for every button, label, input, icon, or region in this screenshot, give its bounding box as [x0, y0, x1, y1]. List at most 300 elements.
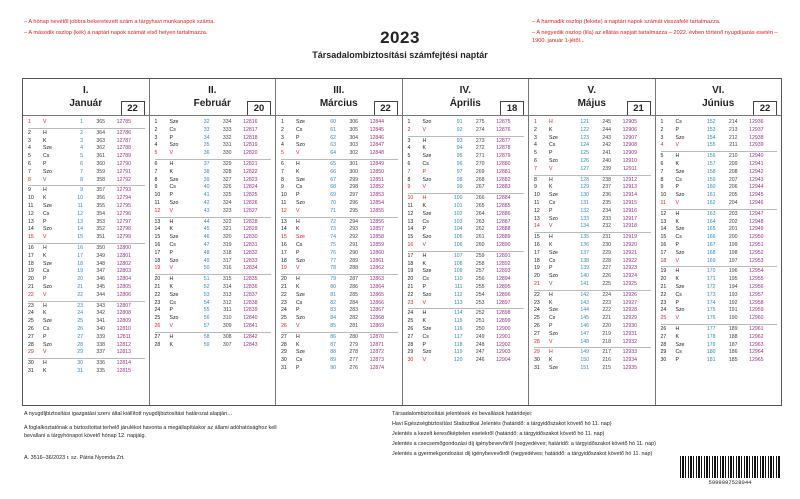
day-of-year: 173 — [706, 291, 716, 298]
day-row — [408, 203, 525, 211]
benefit-day-count: 12842 — [243, 333, 258, 340]
day-row — [155, 300, 272, 308]
day-row — [408, 276, 525, 284]
day-of-year: 160 — [706, 184, 716, 191]
weekday: Sze — [675, 226, 685, 233]
day-number: 24 — [281, 307, 287, 314]
day-row — [534, 315, 651, 323]
benefit-day-count: 12851 — [369, 176, 384, 183]
day-of-year: 121 — [580, 119, 589, 125]
weekday: Cs — [169, 184, 176, 191]
benefit-day-count: 12836 — [243, 283, 258, 290]
day-number: 2 — [534, 126, 537, 133]
day-number: 21 — [534, 280, 540, 287]
benefit-day-count: 12849 — [369, 160, 384, 167]
days-remaining: 311 — [223, 307, 232, 314]
weekday: V — [675, 199, 679, 206]
month-name: Május — [577, 98, 606, 109]
day-row — [281, 292, 398, 300]
weekday: P — [296, 192, 300, 199]
weekday: H — [169, 160, 174, 167]
day-number: 26 — [28, 325, 34, 332]
benefit-day-count: 12876 — [496, 126, 511, 133]
day-row — [281, 332, 398, 342]
benefit-day-count: 12821 — [243, 160, 258, 167]
weekday: Cs — [549, 199, 556, 206]
day-row — [28, 334, 145, 342]
day-number: 13 — [154, 218, 161, 225]
benefit-day-count: 12963 — [749, 341, 764, 348]
days-remaining: 234 — [602, 207, 611, 214]
day-of-year: 44 — [203, 218, 210, 225]
day-number: 15 — [154, 234, 161, 241]
days-remaining: 238 — [602, 176, 611, 183]
day-of-year: 77 — [330, 257, 336, 264]
days-remaining: 229 — [602, 249, 611, 256]
day-row — [28, 276, 145, 284]
note-left-1: – A hónap nevétől jobbra bekeretezett szám a tárgyhavi munkanapok száma. — [24, 19, 215, 25]
benefit-day-count: 12926 — [622, 291, 637, 298]
weekday: H — [296, 160, 300, 167]
weekday: Sze — [43, 145, 52, 152]
weekday: Cs — [422, 218, 429, 225]
day-number: 14 — [534, 223, 540, 230]
day-of-year: 83 — [330, 307, 336, 314]
day-row — [408, 349, 525, 357]
month-column — [529, 79, 656, 405]
day-of-year: 151 — [580, 364, 589, 371]
day-of-year: 20 — [77, 276, 83, 283]
days-remaining: 216 — [602, 357, 611, 364]
day-of-year: 169 — [706, 257, 716, 264]
month-column — [403, 79, 530, 405]
benefit-day-count: 12834 — [243, 265, 258, 272]
days-remaining: 323 — [222, 207, 232, 214]
day-of-year: 108 — [453, 260, 463, 267]
day-of-year: 90 — [330, 364, 336, 371]
days-remaining: 296 — [349, 199, 358, 206]
days-remaining: 199 — [728, 241, 738, 248]
weekday: Szo — [43, 283, 52, 290]
weekday: H — [43, 244, 47, 251]
days-remaining: 346 — [96, 276, 105, 283]
day-row — [28, 342, 145, 350]
day-of-year: 98 — [456, 176, 463, 183]
benefit-day-count: 12837 — [243, 291, 258, 298]
day-row — [155, 274, 272, 284]
day-number: 15 — [28, 234, 34, 241]
benefit-day-count: 12920 — [622, 241, 637, 248]
day-row — [661, 242, 778, 250]
day-of-year: 179 — [706, 341, 716, 348]
day-row — [661, 334, 778, 342]
day-row — [28, 261, 145, 269]
days-remaining: 215 — [602, 364, 611, 371]
day-list — [276, 116, 402, 373]
day-row — [28, 226, 145, 234]
benefit-day-count: 12919 — [622, 234, 637, 241]
days-remaining: 237 — [602, 184, 611, 191]
days-remaining: 233 — [602, 215, 611, 222]
day-of-year: 110 — [454, 276, 463, 283]
days-remaining: 213 — [728, 126, 738, 133]
benefit-day-count: 12804 — [116, 276, 131, 283]
weekday: V — [43, 176, 47, 183]
weekday: Szo — [675, 307, 685, 314]
month-header — [23, 79, 149, 116]
day-of-year: 114 — [454, 310, 463, 317]
benefit-day-count: 12816 — [243, 119, 258, 125]
weekday: Cs — [675, 291, 682, 298]
days-remaining: 364 — [96, 129, 105, 136]
weekday: K — [43, 367, 47, 374]
benefit-day-count: 12791 — [116, 168, 131, 175]
weekday: P — [296, 364, 300, 371]
benefit-day-count: 12800 — [116, 244, 131, 251]
day-number: 10 — [407, 195, 414, 202]
day-of-year: 8 — [80, 176, 83, 183]
weekday: Sze — [43, 202, 52, 209]
benefit-day-count: 12869 — [369, 322, 384, 329]
benefit-day-count: 12942 — [749, 168, 764, 175]
day-of-year: 89 — [330, 357, 336, 364]
days-remaining: 250 — [475, 325, 485, 332]
days-remaining: 350 — [96, 244, 105, 251]
days-remaining: 191 — [728, 307, 738, 314]
day-number: 8 — [281, 176, 284, 183]
weekday: Cs — [296, 126, 303, 133]
days-remaining: 249 — [475, 333, 485, 340]
benefit-day-count: 12811 — [116, 333, 131, 340]
days-remaining: 359 — [96, 168, 105, 175]
days-remaining: 265 — [475, 202, 485, 209]
day-number: 9 — [660, 184, 664, 191]
day-number: 11 — [28, 202, 34, 209]
day-row — [28, 119, 145, 127]
day-row — [408, 326, 525, 334]
day-number: 25 — [660, 315, 667, 322]
day-row — [28, 138, 145, 146]
day-row — [155, 184, 272, 192]
day-number: 24 — [534, 307, 540, 314]
benefit-day-count: 12904 — [496, 357, 511, 364]
benefit-day-count: 12802 — [116, 260, 131, 267]
day-of-year: 68 — [330, 184, 336, 191]
days-remaining: 223 — [602, 299, 611, 306]
day-number: 19 — [281, 265, 287, 272]
days-remaining: 262 — [475, 226, 485, 233]
day-row — [408, 136, 525, 146]
days-remaining: 284 — [349, 299, 358, 306]
days-remaining: 190 — [728, 315, 738, 322]
day-row — [281, 274, 398, 284]
benefit-day-count: 12883 — [496, 184, 511, 191]
day-of-year: 69 — [330, 192, 336, 199]
day-of-year: 17 — [77, 252, 83, 259]
day-of-year: 123 — [580, 134, 589, 141]
day-number: 13 — [281, 218, 287, 225]
day-of-year: 45 — [203, 226, 210, 233]
day-row — [661, 307, 778, 315]
days-remaining: 251 — [475, 318, 485, 325]
weekday: P — [675, 241, 679, 248]
days-remaining: 208 — [728, 168, 738, 175]
benefit-day-count: 12819 — [243, 142, 258, 149]
days-remaining: 307 — [222, 341, 232, 348]
days-remaining: 272 — [475, 145, 485, 152]
day-number: 17 — [28, 252, 34, 259]
day-of-year: 5 — [80, 153, 83, 160]
day-row — [534, 347, 651, 357]
day-of-year: 86 — [330, 333, 336, 340]
day-of-year: 57 — [203, 322, 210, 329]
day-number: 1 — [407, 119, 411, 125]
benefit-day-count: 12956 — [749, 283, 764, 290]
weekday: V — [296, 150, 300, 157]
day-of-year: 126 — [580, 157, 589, 164]
weekday: H — [422, 137, 427, 144]
day-of-year: 51 — [203, 276, 210, 283]
day-row — [661, 276, 778, 284]
day-of-year: 31 — [77, 367, 83, 374]
benefit-day-count: 12944 — [749, 184, 764, 191]
benefit-day-count: 12953 — [749, 257, 764, 264]
days-remaining: 286 — [349, 283, 358, 290]
day-number: 12 — [281, 207, 287, 214]
days-remaining: 231 — [602, 234, 611, 241]
day-number: 30 — [660, 357, 667, 364]
day-number: 8 — [407, 176, 411, 183]
month-name: Január — [69, 98, 103, 109]
day-number: 10 — [660, 192, 667, 199]
day-of-year: 73 — [330, 226, 336, 233]
day-row — [155, 226, 272, 234]
day-row — [155, 315, 272, 323]
workdays-count: 22 — [753, 101, 777, 115]
month-number: II. — [208, 85, 217, 96]
day-of-year: 29 — [77, 349, 83, 356]
benefit-day-count: 12787 — [116, 137, 131, 144]
footer-right-1: Társadalombiztosítási jelentések és bevallások határidejei: — [392, 411, 533, 417]
benefit-day-count: 12838 — [243, 299, 258, 306]
day-row — [661, 219, 778, 227]
day-number: 14 — [660, 226, 667, 233]
weekday: H — [169, 218, 174, 225]
day-list — [656, 116, 782, 365]
day-row — [408, 308, 525, 318]
day-number: 31 — [28, 367, 34, 374]
benefit-day-count: 12903 — [496, 349, 511, 356]
month-header — [403, 79, 529, 116]
days-remaining: 310 — [222, 315, 232, 322]
day-row — [28, 268, 145, 276]
benefit-day-count: 12916 — [622, 207, 637, 214]
benefit-day-count: 12826 — [243, 199, 258, 206]
day-number: 6 — [534, 157, 537, 164]
day-row — [155, 258, 272, 266]
weekday: P — [675, 357, 679, 364]
days-remaining: 266 — [475, 195, 485, 202]
workdays-count: 21 — [627, 101, 651, 115]
day-number: 12 — [660, 210, 667, 217]
day-row — [281, 323, 398, 331]
day-number: 16 — [28, 244, 34, 251]
days-remaining: 202 — [728, 218, 738, 225]
day-of-year: 101 — [453, 202, 463, 209]
days-remaining: 303 — [349, 142, 358, 149]
day-of-year: 106 — [453, 241, 463, 248]
day-of-year: 7 — [80, 168, 83, 175]
weekday: K — [549, 241, 553, 248]
day-of-year: 162 — [706, 199, 716, 206]
weekday: V — [422, 241, 426, 248]
days-remaining: 230 — [602, 241, 611, 248]
weekday: V — [43, 234, 47, 241]
day-row — [281, 250, 398, 258]
day-number: 4 — [281, 142, 284, 149]
days-remaining: 205 — [728, 192, 738, 199]
day-number: 16 — [407, 241, 414, 248]
benefit-day-count: 12896 — [496, 291, 511, 298]
weekday: P — [43, 276, 47, 283]
day-row — [28, 349, 145, 357]
weekday: K — [169, 341, 173, 348]
days-remaining: 363 — [96, 137, 105, 144]
days-remaining: 210 — [728, 153, 738, 160]
days-remaining: 275 — [475, 119, 485, 125]
benefit-day-count: 12941 — [749, 160, 764, 167]
day-row — [155, 119, 272, 127]
days-remaining: 192 — [728, 299, 738, 306]
weekday: V — [675, 142, 679, 149]
weekday: Szo — [43, 341, 52, 348]
weekday: P — [422, 226, 426, 233]
day-number: 19 — [534, 265, 540, 272]
day-number: 22 — [281, 291, 287, 298]
weekday: Cs — [43, 153, 50, 160]
weekday: Szo — [296, 199, 305, 206]
day-number: 4 — [154, 142, 158, 149]
day-of-year: 30 — [77, 360, 83, 367]
day-number: 7 — [28, 168, 31, 175]
day-row — [155, 135, 272, 143]
days-remaining: 316 — [222, 265, 232, 272]
day-of-year: 109 — [453, 268, 463, 275]
day-of-year: 170 — [706, 268, 716, 275]
benefit-day-count: 12792 — [116, 176, 131, 183]
day-row — [281, 315, 398, 323]
days-remaining: 338 — [96, 341, 105, 348]
day-row — [661, 151, 778, 161]
day-row — [661, 142, 778, 150]
days-remaining: 304 — [349, 134, 358, 141]
weekday: Sze — [549, 192, 558, 199]
weekday: Szo — [675, 192, 685, 199]
day-of-year: 42 — [203, 199, 210, 206]
month-header — [529, 79, 655, 116]
day-number: 24 — [154, 307, 161, 314]
month-header — [656, 79, 782, 116]
benefit-day-count: 12840 — [243, 315, 258, 322]
days-remaining: 326 — [222, 184, 232, 191]
benefit-day-count: 12947 — [749, 210, 764, 217]
day-of-year: 28 — [77, 341, 83, 348]
benefit-day-count: 12873 — [369, 357, 384, 364]
day-of-year: 145 — [580, 315, 589, 322]
day-number: 26 — [154, 322, 161, 329]
day-of-year: 124 — [580, 142, 589, 149]
day-row — [28, 318, 145, 326]
note-left-2: – A második oszlop (kék) a naptári napok számát első helyen tartalmazza. — [24, 30, 208, 36]
benefit-day-count: 12950 — [749, 234, 764, 241]
day-number: 2 — [281, 126, 284, 133]
day-of-year: 27 — [77, 333, 83, 340]
day-of-year: 33 — [203, 126, 210, 133]
month-number: V. — [587, 85, 597, 96]
footer-right-4: Jelentés a csecsemőgondozási díj igénybevevőiről (negyedéves; határidő: a tárgyidőszakot követő hó 11. nap) — [392, 441, 656, 447]
days-remaining: 349 — [96, 252, 105, 259]
month-name: Június — [702, 98, 735, 109]
benefit-day-count: 12822 — [243, 168, 258, 175]
days-remaining: 252 — [475, 310, 485, 317]
day-of-year: 11 — [77, 202, 83, 209]
days-remaining: 352 — [96, 226, 105, 233]
benefit-day-count: 12884 — [496, 195, 511, 202]
day-number: 3 — [28, 137, 31, 144]
day-of-year: 119 — [454, 349, 463, 356]
weekday: K — [43, 195, 47, 202]
days-remaining: 280 — [349, 333, 358, 340]
weekday: K — [422, 318, 426, 325]
day-of-year: 141 — [580, 280, 589, 287]
benefit-day-count: 12885 — [496, 202, 511, 209]
weekday: K — [549, 357, 553, 364]
benefit-day-count: 12801 — [116, 252, 131, 259]
benefit-day-count: 12931 — [622, 330, 637, 337]
day-row — [281, 192, 398, 200]
day-of-year: 92 — [456, 126, 463, 133]
days-remaining: 344 — [96, 291, 105, 298]
day-row — [408, 145, 525, 153]
benefit-day-count: 12958 — [749, 299, 764, 306]
weekday: Cs — [43, 325, 50, 332]
weekday: Szo — [43, 168, 52, 175]
weekday: Cs — [422, 333, 429, 340]
day-row — [281, 200, 398, 208]
days-remaining: 321 — [222, 226, 232, 233]
day-number: 24 — [660, 307, 667, 314]
weekday: P — [422, 341, 426, 348]
weekday: P — [422, 168, 426, 175]
benefit-day-count: 12855 — [369, 207, 384, 214]
day-row — [661, 266, 778, 276]
weekday: Sze — [675, 168, 685, 175]
weekday: V — [549, 223, 553, 230]
day-number: 15 — [660, 234, 667, 241]
day-of-year: 10 — [77, 195, 83, 202]
day-of-year: 35 — [203, 142, 210, 149]
day-number: 22 — [154, 291, 161, 298]
benefit-day-count: 12865 — [369, 291, 384, 298]
benefit-day-count: 12794 — [116, 195, 131, 202]
days-remaining: 239 — [602, 165, 611, 172]
days-remaining: 248 — [475, 341, 485, 348]
day-number: 11 — [407, 202, 413, 209]
day-of-year: 26 — [77, 325, 83, 332]
weekday: K — [422, 145, 426, 152]
benefit-day-count: 12886 — [496, 210, 511, 217]
day-of-year: 103 — [453, 218, 463, 225]
